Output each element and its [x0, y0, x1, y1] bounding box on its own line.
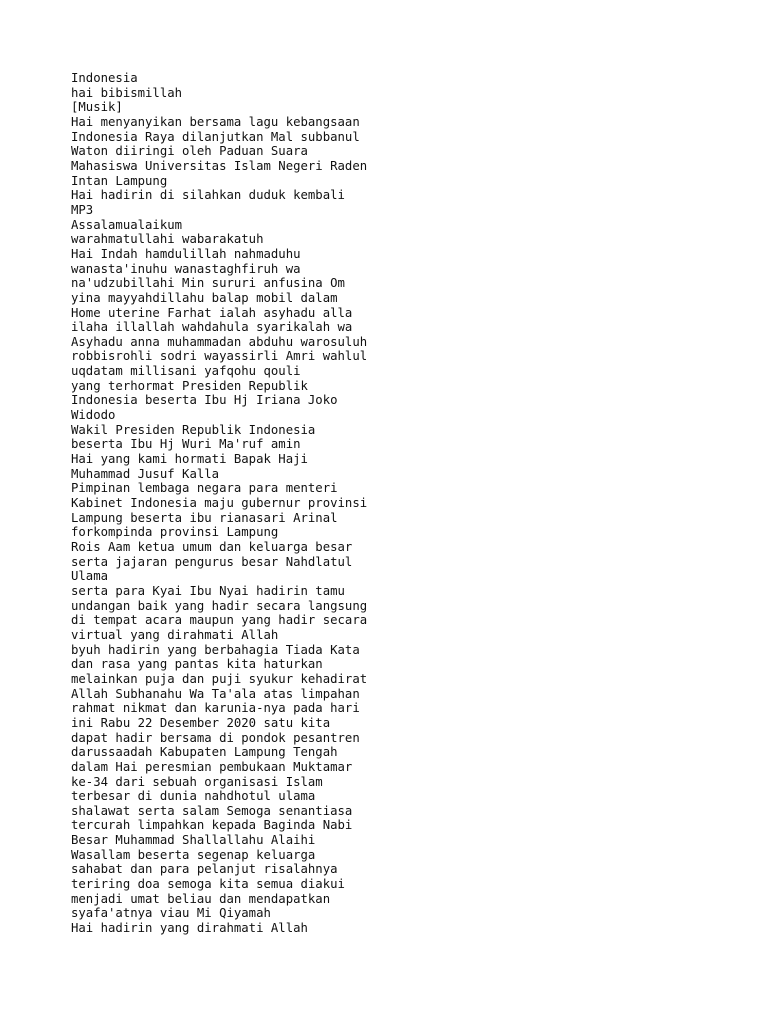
transcript-line: warahmatullahi wabarakatuh [71, 232, 264, 247]
transcript-line: menjadi umat beliau dan mendapatkan [71, 891, 331, 906]
transcript-line: melainkan puja dan puji syukur kehadirat [71, 671, 368, 686]
transcript-line: Indonesia [71, 71, 138, 85]
transcript-line: yang terhormat Presiden Republik [71, 378, 308, 393]
transcript-line: ke-34 dari sebuah organisasi Islam [71, 774, 323, 789]
transcript-line: terbesar di dunia nahdhotul ulama [71, 789, 316, 804]
transcript-line: Hai hadirin di silahkan duduk kembali [71, 188, 345, 203]
transcript-line: Ulama [71, 569, 109, 584]
transcript-line: dalam Hai peresmian pembukaan Muktamar [71, 759, 353, 774]
transcript-line: undangan baik yang hadir secara langsung [71, 598, 368, 613]
transcript-line: Wasallam beserta segenap keluarga [71, 847, 316, 862]
transcript-line: na'udzubillahi Min sururi anfusina Om [71, 276, 345, 291]
transcript-line: Allah Subhanahu Wa Ta'ala atas limpahan [71, 686, 360, 701]
transcript-line: Hai hadirin yang dirahmati Allah [71, 921, 308, 936]
transcript-line: Mahasiswa Universitas Islam Negeri Raden [71, 158, 368, 173]
transcript-line: shalawat serta salam Semoga senantiasa [71, 803, 353, 818]
transcript-line: uqdatam millisani yafqohu qouli [71, 364, 301, 379]
transcript-line: Assalamualaikum [71, 217, 183, 232]
transcript-line: hai bibismillah [71, 85, 183, 100]
transcript-line: Besar Muhammad Shallallahu Alaihi [71, 833, 316, 848]
transcript-line: beserta Ibu Hj Wuri Ma'ruf amin [71, 437, 301, 452]
transcript-page [71, 71, 751, 936]
transcript-line: Hai Indah hamdulillah nahmaduhu [71, 246, 301, 261]
transcript-line: byuh hadirin yang berbahagia Tiada Kata [71, 642, 360, 657]
transcript-line: Indonesia Raya dilanjutkan Mal subbanul [71, 129, 360, 144]
transcript-line: forkompinda provinsi Lampung [71, 525, 279, 540]
transcript-line: rahmat nikmat dan karunia-nya pada hari [71, 701, 360, 716]
transcript-line: di tempat acara maupun yang hadir secara [71, 613, 368, 628]
transcript-line: dapat hadir bersama di pondok pesantren [71, 730, 360, 745]
transcript-line: yina mayyahdillahu balap mobil dalam [71, 290, 338, 305]
transcript-line: Rois Aam ketua umum dan keluarga besar [71, 540, 353, 554]
transcript-line: Widodo [71, 408, 116, 423]
transcript-line: ini Rabu 22 Desember 2020 satu kita [71, 715, 331, 730]
transcript-line: Asyhadu anna muhammadan abduhu warosuluh [71, 334, 368, 349]
transcript-line: Hai menyanyikan bersama lagu kebangsaan [71, 114, 360, 129]
transcript-line: syafa'atnya viau Mi Qiyamah [71, 906, 271, 921]
transcript-line: ilaha illallah wahdahula syarikalah wa [71, 320, 353, 335]
transcript-line: Muhammad Jusuf Kalla [71, 466, 220, 481]
transcript-line: Pimpinan lembaga negara para menteri [71, 481, 338, 496]
transcript-line: Waton diiringi oleh Paduan Suara [71, 144, 308, 159]
transcript-line: Wakil Presiden Republik Indonesia [71, 422, 316, 437]
transcript-line: Home uterine Farhat ialah asyhadu alla [71, 305, 353, 320]
transcript-line: virtual yang dirahmati Allah [71, 627, 279, 642]
transcript-line: darussaadah Kabupaten Lampung Tengah [71, 745, 338, 760]
transcript-line: Intan Lampung [71, 173, 168, 188]
transcript-line: teriring doa semoga kita semua diakui [71, 877, 345, 892]
transcript-line: serta para Kyai Ibu Nyai hadirin tamu [71, 583, 345, 598]
transcript-line: sahabat dan para pelanjut risalahnya [71, 862, 338, 877]
transcript-line: serta jajaran pengurus besar Nahdlatul [71, 554, 353, 569]
transcript-line: MP3 [71, 202, 94, 217]
transcript-line: Hai yang kami hormati Bapak Haji [71, 452, 308, 467]
transcript-line: tercurah limpahkan kepada Baginda Nabi [71, 818, 353, 833]
transcript-line: Kabinet Indonesia maju gubernur provinsi [71, 496, 368, 511]
transcript-line: wanasta'inuhu wanastaghfiruh wa [71, 261, 301, 276]
transcript-line: robbisrohli sodri wayassirli Amri wahlul [71, 349, 368, 364]
transcript-line: dan rasa yang pantas kita haturkan [71, 657, 323, 672]
transcript-line: Lampung beserta ibu rianasari Arinal [71, 510, 338, 525]
transcript-line: Indonesia beserta Ibu Hj Iriana Joko [71, 393, 338, 408]
transcript-line: [Musik] [71, 100, 123, 115]
